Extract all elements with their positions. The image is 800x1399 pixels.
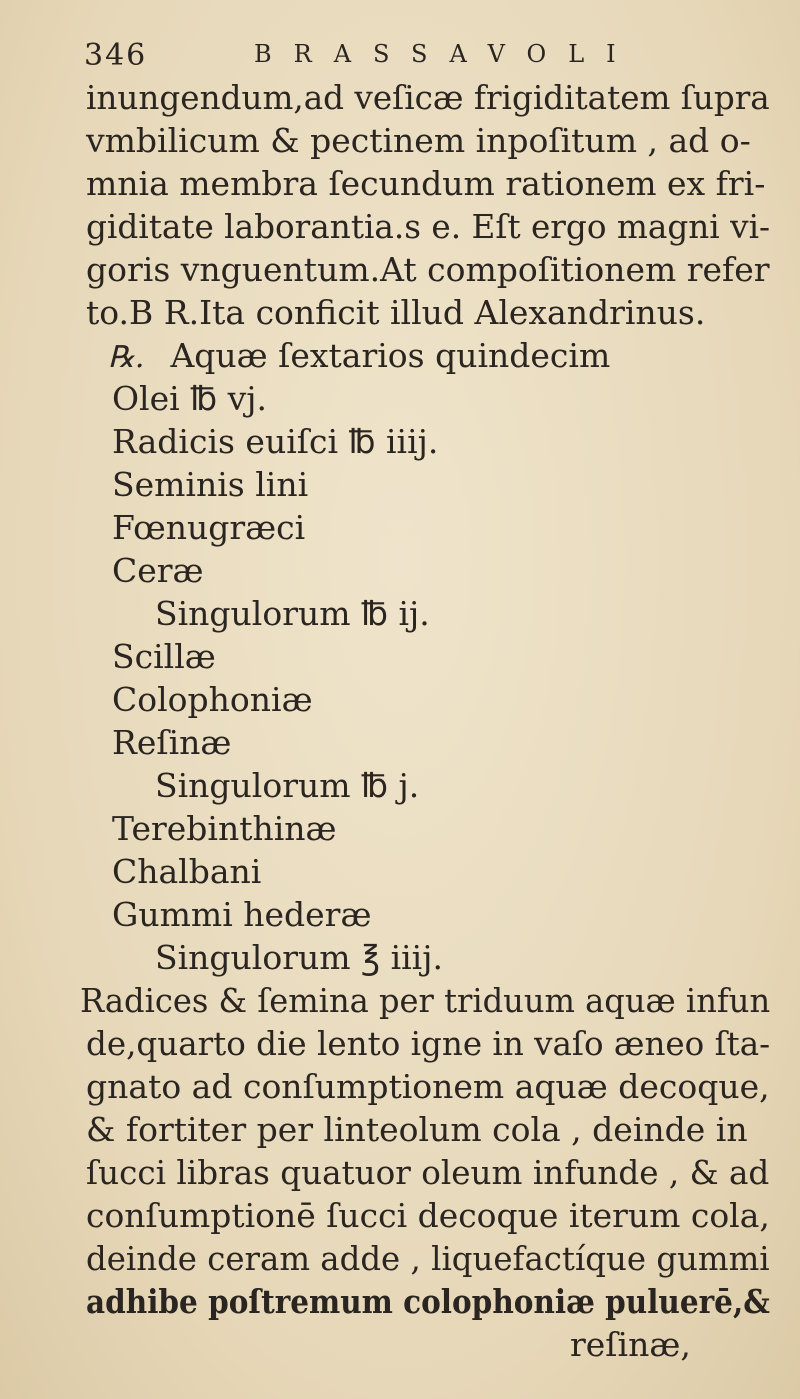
text-line: goris vnguentum.At compoſitionem refer <box>86 250 770 289</box>
text-line: Radices & ſemina per triduum aquæ infun <box>80 981 771 1020</box>
text-line: gnato ad conſumptionem aquæ decoque, <box>86 1067 770 1106</box>
recipe-line: Chalbani <box>112 852 262 891</box>
recipe-line <box>108 336 610 378</box>
recipe-line: Singulorum ℥ iiij. <box>155 938 443 977</box>
text-line: deinde ceram adde , liquefactíque gummi <box>86 1239 770 1278</box>
recipe-line: Olei ℔ vj. <box>112 379 268 418</box>
text-line: conſumptionē ſucci decoque iterum cola, <box>86 1196 770 1235</box>
text-line: & fortiter per linteolum cola , deinde in <box>86 1110 748 1149</box>
recipe-symbol: ℞. <box>108 340 145 375</box>
text-line: mnia membra ſecundum rationem ex fri- <box>86 164 766 203</box>
running-head: BRASSAVOLI <box>254 40 638 68</box>
text-line: ſucci libras quatuor oleum infunde , & ad <box>86 1153 770 1192</box>
page-number: 346 <box>84 38 148 73</box>
text-line: vmbilicum & pectinem inpoſitum , ad o- <box>86 121 751 160</box>
recipe-line: Radicis euiſci ℔ iiij. <box>112 422 439 461</box>
recipe-line: Ceræ <box>112 551 204 590</box>
recipe-text: Aquæ ſextarios quindecim <box>170 336 611 375</box>
text-line: de,quarto die lento igne in vaſo æneo ſta- <box>86 1024 771 1063</box>
recipe-line: Fœnugræci <box>112 508 306 547</box>
text-line: to.B R.Ita conficit illud Alexandrinus. <box>86 293 706 332</box>
recipe-line: Reſinæ <box>112 723 232 762</box>
recipe-line: Terebinthinæ <box>112 809 337 848</box>
recipe-line: Gummi hederæ <box>112 895 372 934</box>
text-line: adhibe poſtremum colophoniæ puluerē,& <box>86 1282 770 1321</box>
recipe-line: Singulorum ℔ j. <box>155 766 420 805</box>
recipe-line: Scillæ <box>112 637 216 676</box>
recipe-line: Seminis lini <box>112 465 309 504</box>
recipe-line: Colophoniæ <box>112 680 313 719</box>
text-line: inungendum,ad veſicæ frigiditatem ſupra <box>86 78 770 117</box>
recipe-line: Singulorum ℔ ij. <box>155 594 430 633</box>
text-line: giditate laborantia.s e. Eſt ergo magni vi- <box>86 207 771 246</box>
page-header <box>84 38 740 78</box>
catchword: reſinæ, <box>570 1325 691 1364</box>
